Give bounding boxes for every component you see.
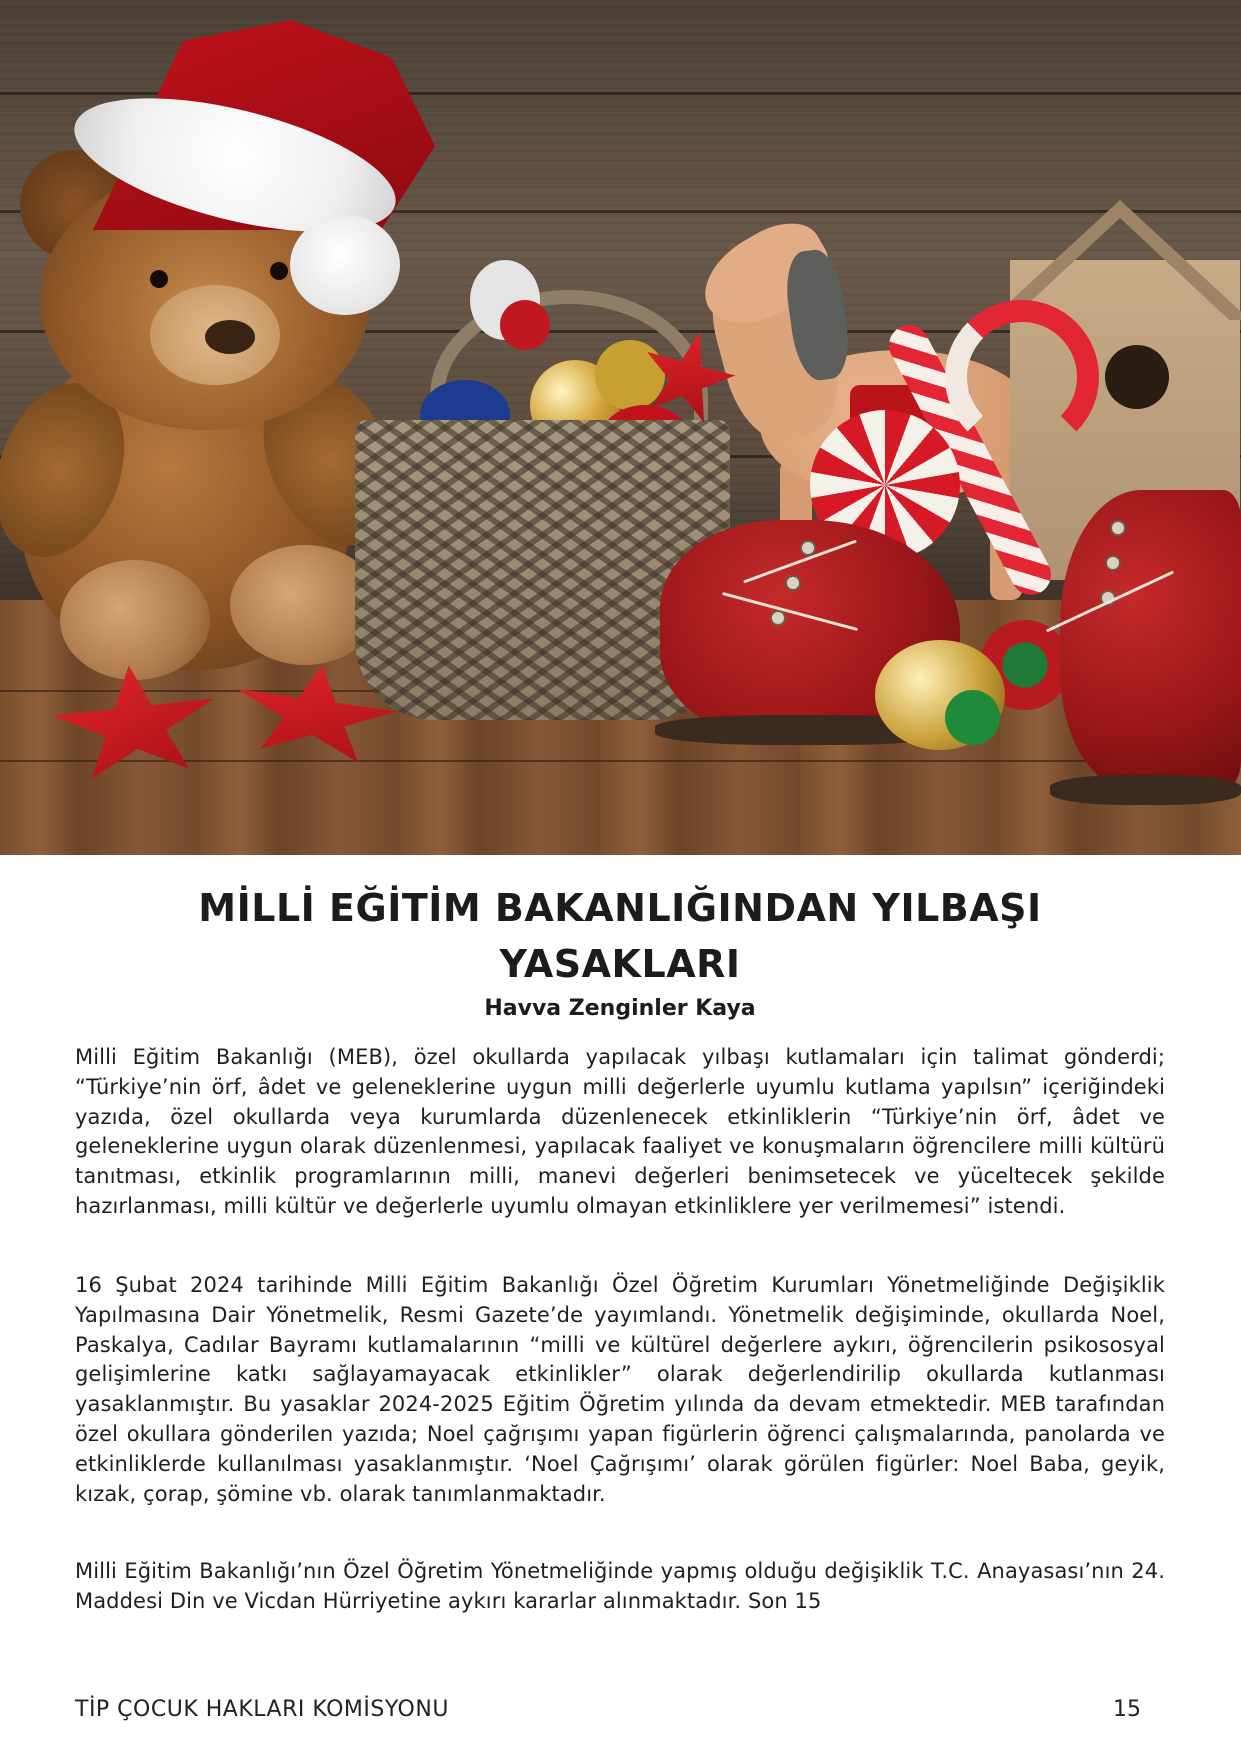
article-paragraph: Milli Eğitim Bakanlığı’nın Özel Öğretim Yönetmeliğinde yapmış olduğu değişiklik T.C. Anayasası’nın 24. Maddesi Din ve Vicdan Hürriyetine aykırı kararlar alınmaktadır. Son 15	[75, 1559, 1165, 1613]
article-paragraph: 16 Şubat 2024 tarihinde Milli Eğitim Bakanlığı Özel Öğretim Kurumları Yönetmeliğinde Değişiklik Yapılmasına Dair Yönetmelik, Resmi Gazete’de yayımlandı. Yönetmelik değişiminde, okullarda Noel, Paskalya, Cadılar Bayramı kutlamalarının “milli ve kültürel değerlere aykırı, öğrencilerin psikososyal gelişimlerine katkı sağlayamayacak etkinlikler” olarak değerlendirilip okullarda kutlanması yasaklanmıştır. Bu yasaklar 2024-2025 Eğitim Öğretim yılında da devam etmektedir. MEB tarafından özel okullara gönderilen yazıda; Noel çağrışımı yapan figürlerin öğrenci çalışmalarında, panolarda ve etkinliklerde kullanılması yasaklanmıştır. ‘Noel Çağrışımı’ olarak görülen figürler: Noel Baba, geyik, kızak, çorap, şömine vb. olarak tanımlanmaktadır.	[75, 1273, 1165, 1506]
article-author: Havva Zenginler Kaya	[484, 996, 756, 1021]
christmas-toys-photo	[0, 0, 1241, 855]
page-number: 15	[1113, 1697, 1141, 1722]
article-paragraph: Milli Eğitim Bakanlığı (MEB), özel okullarda yapılacak yılbaşı kutlamaları için talimat gönderdi; “Türkiye’nin örf, âdet ve geleneklerine uygun milli değerlerle uyumlu kutlama yapılsın” içeriğindeki yazıda, özel okullarda veya kurumlarda düzenlenecek etkinliklerin “Türkiye’nin örf, âdet ve geleneklerine uygun olarak düzenlenmesi, yapılacak faaliyet ve konuşmaların öğrencilere milli kültürü tanıtması, etkinlik programlarının milli, manevi değerleri benimsetecek ve yüceltecek şekilde hazırlanması, milli kültür ve değerlerle uyumlu olmayan etkinliklere yer verilmemesi” istendi.	[75, 1045, 1165, 1218]
footer-organization: TİP ÇOCUK HAKLARI KOMİSYONU	[75, 1697, 449, 1722]
article-title: MİLLİ EĞİTİM BAKANLIĞINDAN YILBAŞI YASAKLARI	[198, 886, 1042, 986]
